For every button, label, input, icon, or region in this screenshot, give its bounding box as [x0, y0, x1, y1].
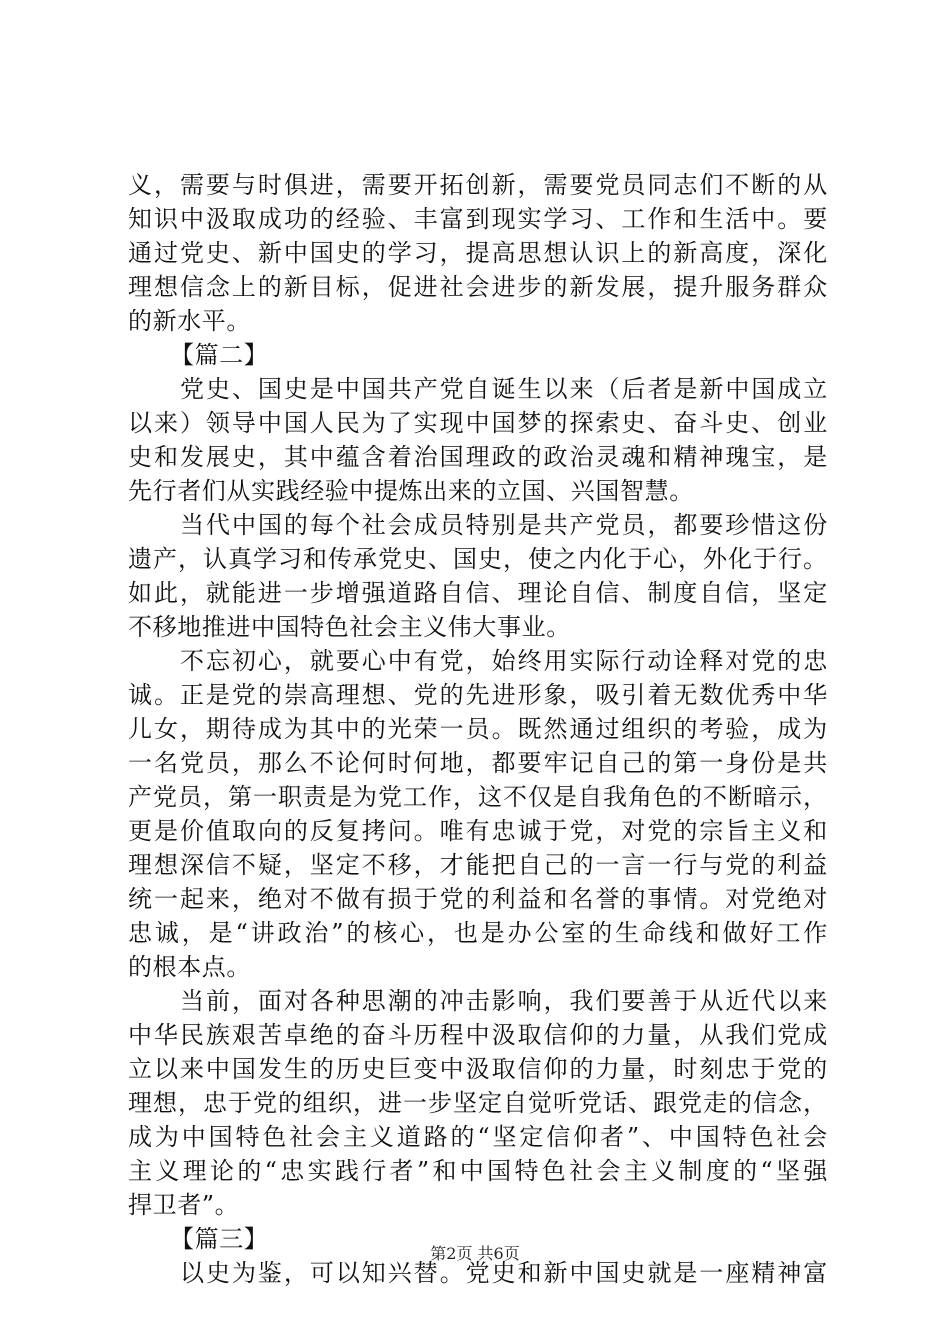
text-line: 义 ， 需 要 与 时 俱 进 ， 需 要 开 拓 创 新 ， 需 要 党 员 同 志 们 不 断 的 从 — [128, 171, 828, 199]
text-line: 如 此 ， 就 能 进 一 步 增 强 道 路 自 信 、 理 论 自 信 、 制 度 自 信 ， 坚 定 — [128, 579, 828, 607]
section-heading: 【篇三】 — [170, 1225, 269, 1253]
text-line: 主 义 理 论 的 “ 忠 实 践 行 者 ” 和 中 国 特 色 社 会 主 义 制 度 的 “ 坚 强 — [128, 1157, 828, 1185]
text-line: 一 名 党 员 ， 那 么 不 论 何 时 何 地 ， 都 要 牢 记 自 己 的 第 一 身 份 是 共 — [128, 749, 828, 777]
page-number-footer: 第2页 共6页 — [430, 1244, 520, 1263]
text-line: 通 过 党 史 、 新 中 国 史 的 学 习 ， 提 高 思 想 认 识 上 的 新 高 度 ， 深 化 — [128, 239, 828, 267]
text-line: 理 想 ， 忠 于 党 的 组 织 ， 进 一 步 坚 定 自 觉 听 党 话 、 跟 党 走 的 信 念 ， — [128, 1089, 828, 1117]
text-line: 先行者们从实践经验中提炼出来的立国、兴国智慧。 — [128, 477, 694, 505]
text-line: 的新水平。 — [128, 307, 251, 335]
text-line: 儿 女 ， 期 待 成 为 其 中 的 光 荣 一 员 。 既 然 通 过 组 织 的 考 验 ， 成 为 — [128, 715, 828, 743]
text-line: 更 是 价 值 取 向 的 反 复 拷 问 。 唯 有 忠 诚 于 党 ， 对 党 的 宗 旨 主 义 和 — [128, 817, 828, 845]
text-line: 知 识 中 汲 取 成 功 的 经 验 、 丰 富 到 现 实 学 习 、 工 作 和 生 活 中 。 要 — [128, 205, 828, 233]
text-line: 当 代 中 国 的 每 个 社 会 成 员 特 别 是 共 产 党 员 ， 都 要 珍 惜 这 份 — [180, 511, 828, 539]
document-body — [128, 168, 828, 1290]
text-line: 不 忘 初 心 ， 就 要 心 中 有 党 ， 始 终 用 实 际 行 动 诠 释 对 党 的 忠 — [180, 647, 828, 675]
text-line: 不移地推进中国特色社会主义伟大事业。 — [128, 613, 571, 641]
text-line: 忠 诚 ， 是 “ 讲 政 治 ” 的 核 心 ， 也 是 办 公 室 的 生 命 线 和 做 好 工 作 — [128, 919, 828, 947]
text-line: 史 和 发 展 史 ， 其 中 蕴 含 着 治 国 理 政 的 政 治 灵 魂 和 精 神 瑰 宝 ， 是 — [128, 443, 828, 471]
section-heading: 【篇二】 — [170, 341, 269, 369]
text-line: 立 以 来 中 国 发 生 的 历 史 巨 变 中 汲 取 信 仰 的 力 量 ， 时 刻 忠 于 党 的 — [128, 1055, 828, 1083]
text-line: 产 党 员 ， 第 一 职 责 是 为 党 工 作 ， 这 不 仅 是 自 我 角 色 的 不 断 暗 示 ， — [128, 783, 828, 811]
text-line: 诚 。 正 是 党 的 崇 高 理 想 、 党 的 先 进 形 象 ， 吸 引 着 无 数 优 秀 中 华 — [128, 681, 828, 709]
text-line: 当 前 ， 面 对 各 种 思 潮 的 冲 击 影 响 ， 我 们 要 善 于 从 近 代 以 来 — [180, 987, 828, 1015]
text-line: 统 一 起 来 ， 绝 对 不 做 有 损 于 党 的 利 益 和 名 誉 的 事 情 。 对 党 绝 对 — [128, 885, 828, 913]
text-line: 的根本点。 — [128, 953, 251, 981]
text-line: 理 想 深 信 不 疑 ， 坚 定 不 移 ， 才 能 把 自 己 的 一 言 一 行 与 党 的 利 益 — [128, 851, 828, 879]
text-line: 以 来 ） 领 导 中 国 人 民 为 了 实 现 中 国 梦 的 探 索 史 、 奋 斗 史 、 创 业 — [128, 409, 828, 437]
text-line: 理 想 信 念 上 的 新 目 标 ， 促 进 社 会 进 步 的 新 发 展 ， 提 升 服 务 群 众 — [128, 273, 828, 301]
text-line: 中 华 民 族 艰 苦 卓 绝 的 奋 斗 历 程 中 汲 取 信 仰 的 力 量 ， 从 我 们 党 成 — [128, 1021, 828, 1049]
text-line: 遗 产 ， 认 真 学 习 和 传 承 党 史 、 国 史 ， 使 之 内 化 于 心 ， 外 化 于 行 。 — [128, 545, 828, 573]
text-line: 党 史 、 国 史 是 中 国 共 产 党 自 诞 生 以 来 （ 后 者 是 新 中 国 成 立 — [180, 375, 828, 403]
text-line: 以 史 为 鉴 ， 可 以 知 兴 替 。 党 史 和 新 中 国 史 就 是 一 座 精 神 富 — [180, 1259, 828, 1287]
text-line: 捍卫者”。 — [128, 1191, 240, 1219]
text-line: 成 为 中 国 特 色 社 会 主 义 道 路 的 “ 坚 定 信 仰 者 ” 、 中 国 特 色 社 会 — [128, 1123, 828, 1151]
